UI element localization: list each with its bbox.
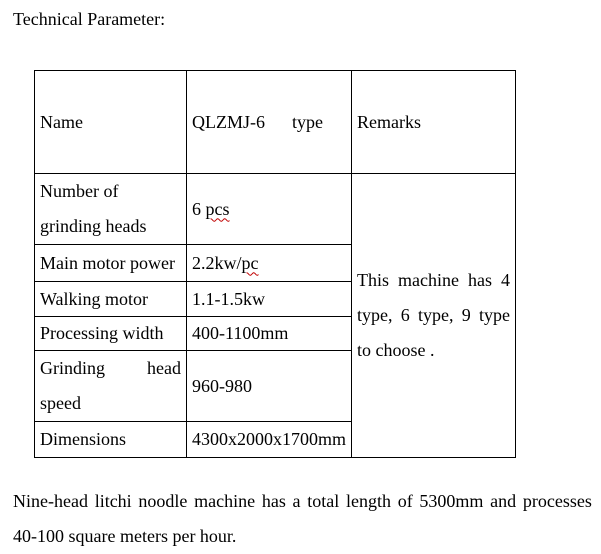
- param-value-cell: 4300x2000x1700mm: [187, 422, 352, 458]
- param-name-cell: [35, 351, 187, 422]
- param-name-cell: Main motor power: [35, 245, 187, 282]
- footer-line: 40-100 square meters per hour.: [13, 526, 237, 546]
- remarks-merged-cell: [352, 174, 516, 458]
- cell-line: grinding heads: [40, 216, 147, 236]
- param-name-cell: [35, 174, 187, 245]
- cell-line: Grinding head: [40, 358, 181, 378]
- spellcheck-underlined-text: pcs: [205, 198, 230, 219]
- header-cell-name: Name: [35, 71, 187, 174]
- technical-parameter-table: [34, 70, 516, 458]
- footer-paragraph: [13, 484, 592, 554]
- cell-line: Number of: [40, 181, 119, 201]
- param-value-cell: 1.1-1.5kw: [187, 282, 352, 317]
- param-name-cell: Walking motor: [35, 282, 187, 317]
- param-name-cell: Processing width: [35, 317, 187, 351]
- remarks-note-line: This machine has 4: [357, 270, 511, 290]
- param-value-cell: [187, 245, 352, 282]
- param-name-cell: Dimensions: [35, 422, 187, 458]
- footer-line: Nine-head litchi noodle machine has a total length of 5300mm and processes: [13, 491, 592, 511]
- header-cell-type: QLZMJ-6 type: [187, 71, 352, 174]
- remarks-note-line: to choose .: [357, 340, 435, 360]
- param-value-cell: 960-980: [187, 351, 352, 422]
- spellcheck-underlined-text: pc: [241, 252, 259, 273]
- param-value-cell: [187, 174, 352, 245]
- remarks-note-line: type, 6 type, 9 type: [357, 305, 511, 325]
- value-text: 6: [192, 198, 206, 219]
- table-row: [35, 174, 516, 245]
- param-value-cell: 400-1100mm: [187, 317, 352, 351]
- header-cell-remarks: Remarks: [352, 71, 516, 174]
- table-header-row: [35, 71, 516, 174]
- value-text: 2.2kw/: [192, 252, 242, 273]
- cell-line: speed: [40, 393, 81, 413]
- page-title: Technical Parameter:: [13, 9, 166, 29]
